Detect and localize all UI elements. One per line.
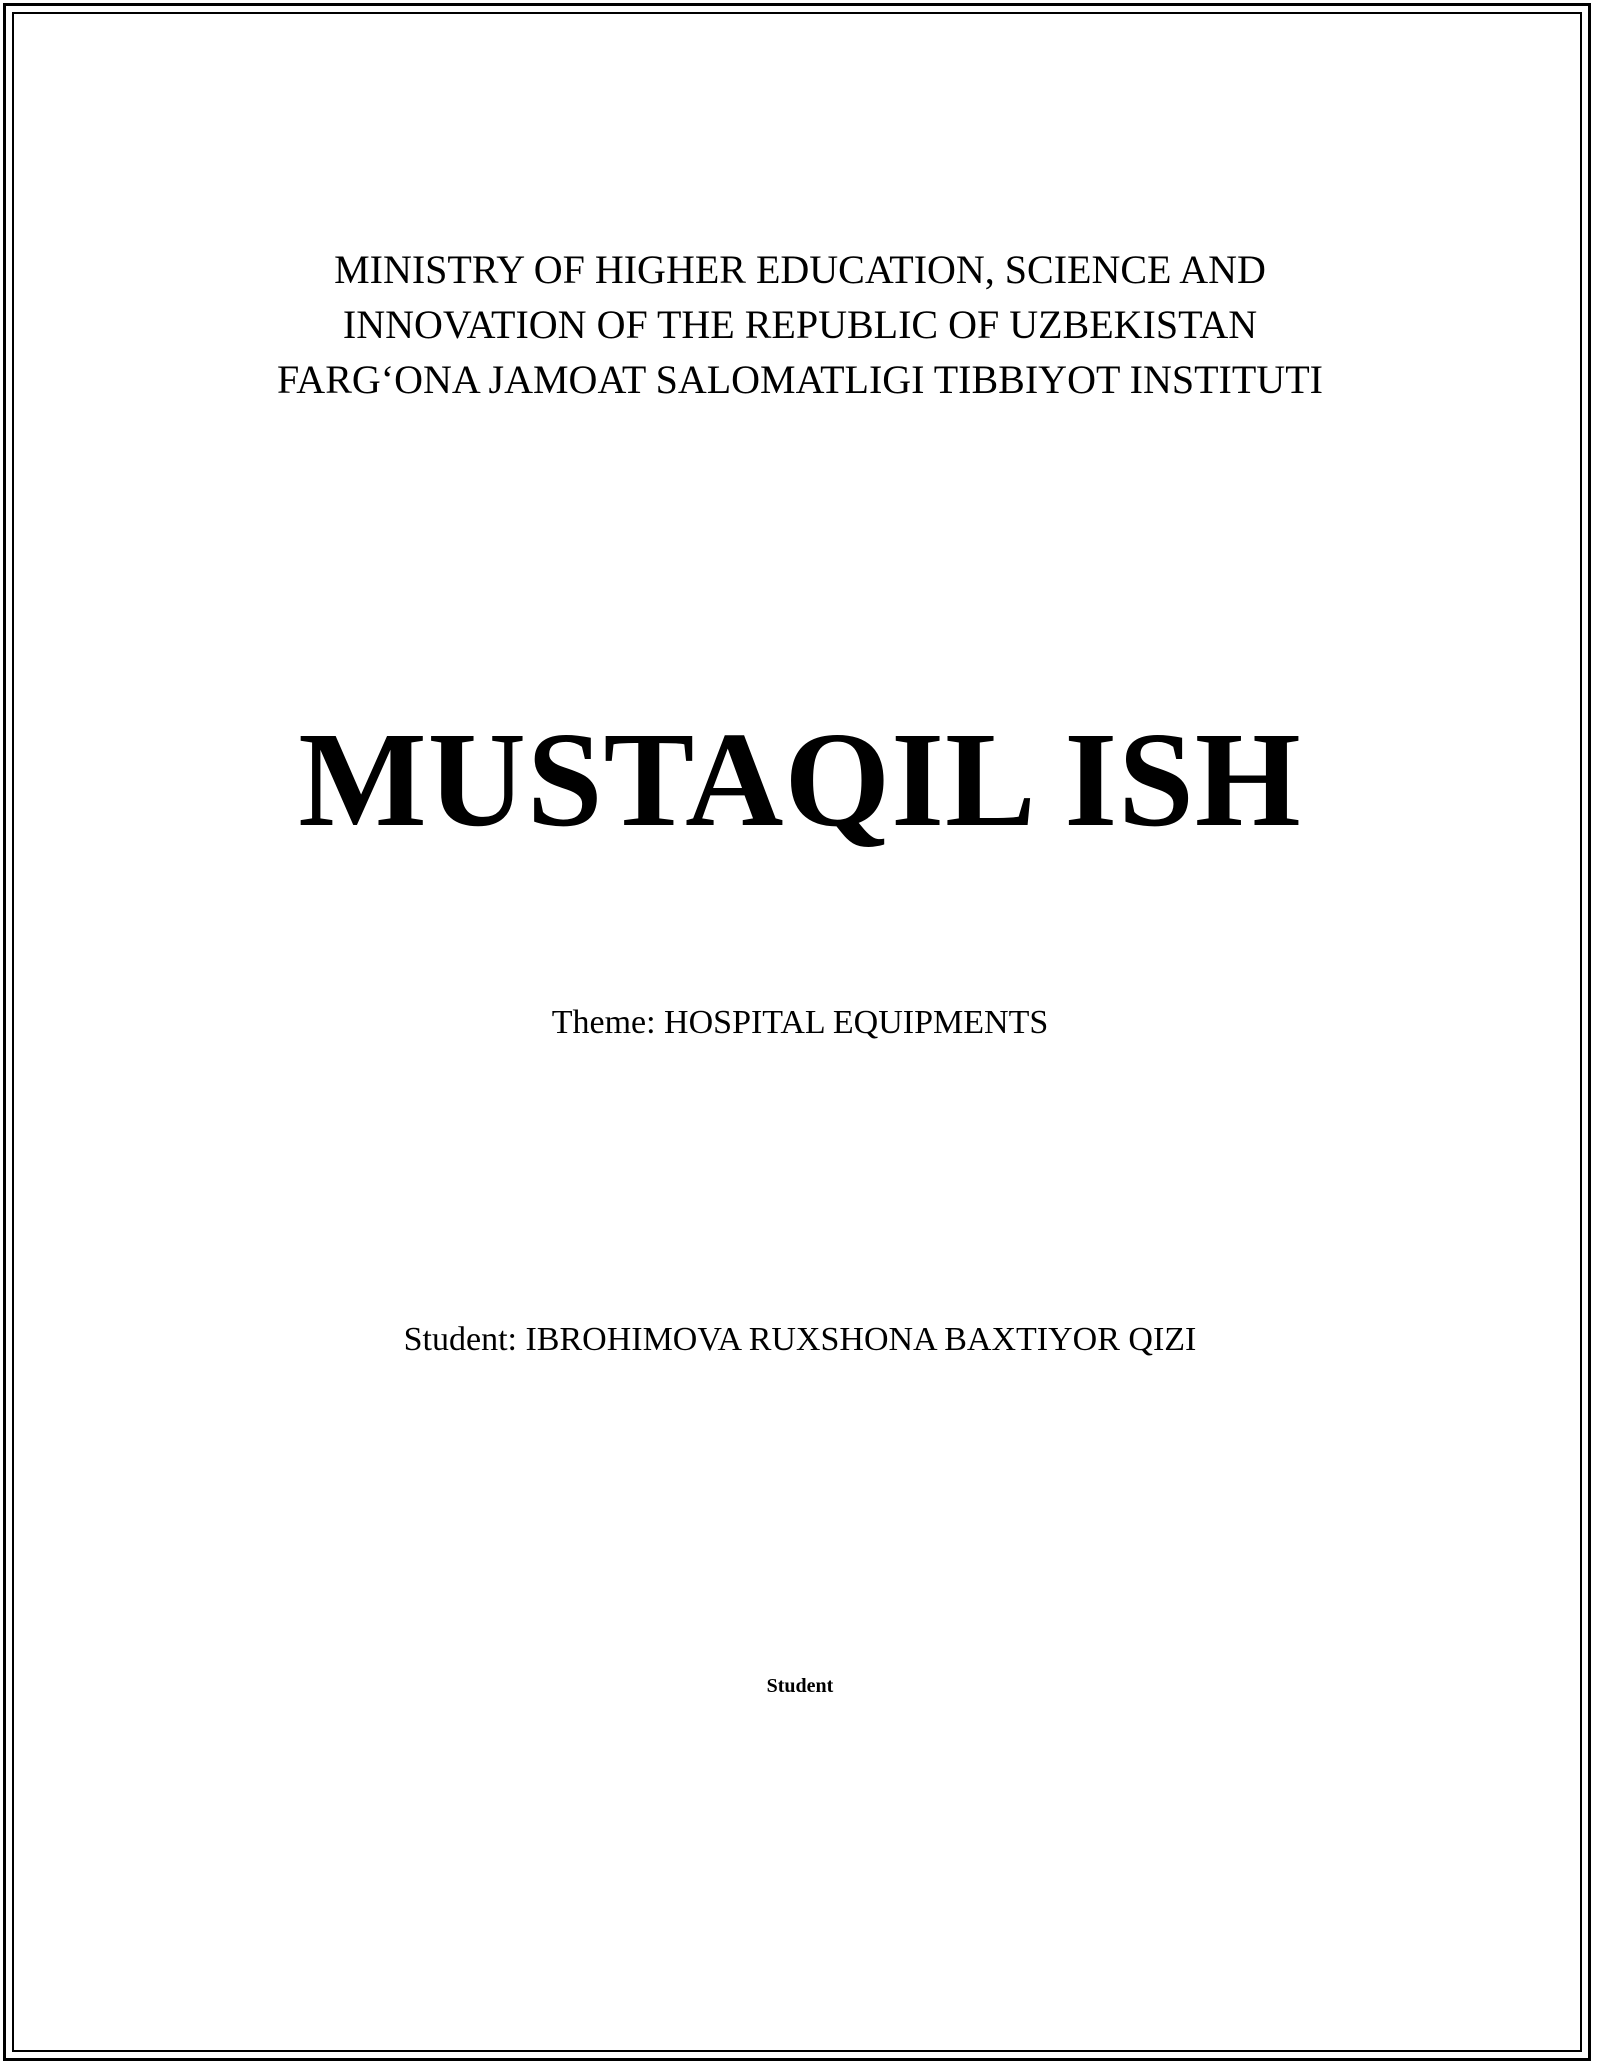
ministry-line-2: INNOVATION OF THE REPUBLIC OF UZBEKISTAN bbox=[342, 302, 1258, 347]
institute-name: FARG‘ONA JAMOAT SALOMATLIGI TIBBIYOT INSTITUTI bbox=[277, 357, 1323, 402]
student-footer-label: Student bbox=[766, 1675, 834, 1697]
document-title: MUSTAQIL ISH bbox=[298, 705, 1302, 855]
ministry-line-1: MINISTRY OF HIGHER EDUCATION, SCIENCE AND bbox=[334, 247, 1266, 292]
student-line: Student: IBROHIMOVA RUXSHONA BAXTIYOR QIZI bbox=[403, 1321, 1197, 1358]
theme-line: Theme: HOSPITAL EQUIPMENTS bbox=[551, 1004, 1049, 1041]
